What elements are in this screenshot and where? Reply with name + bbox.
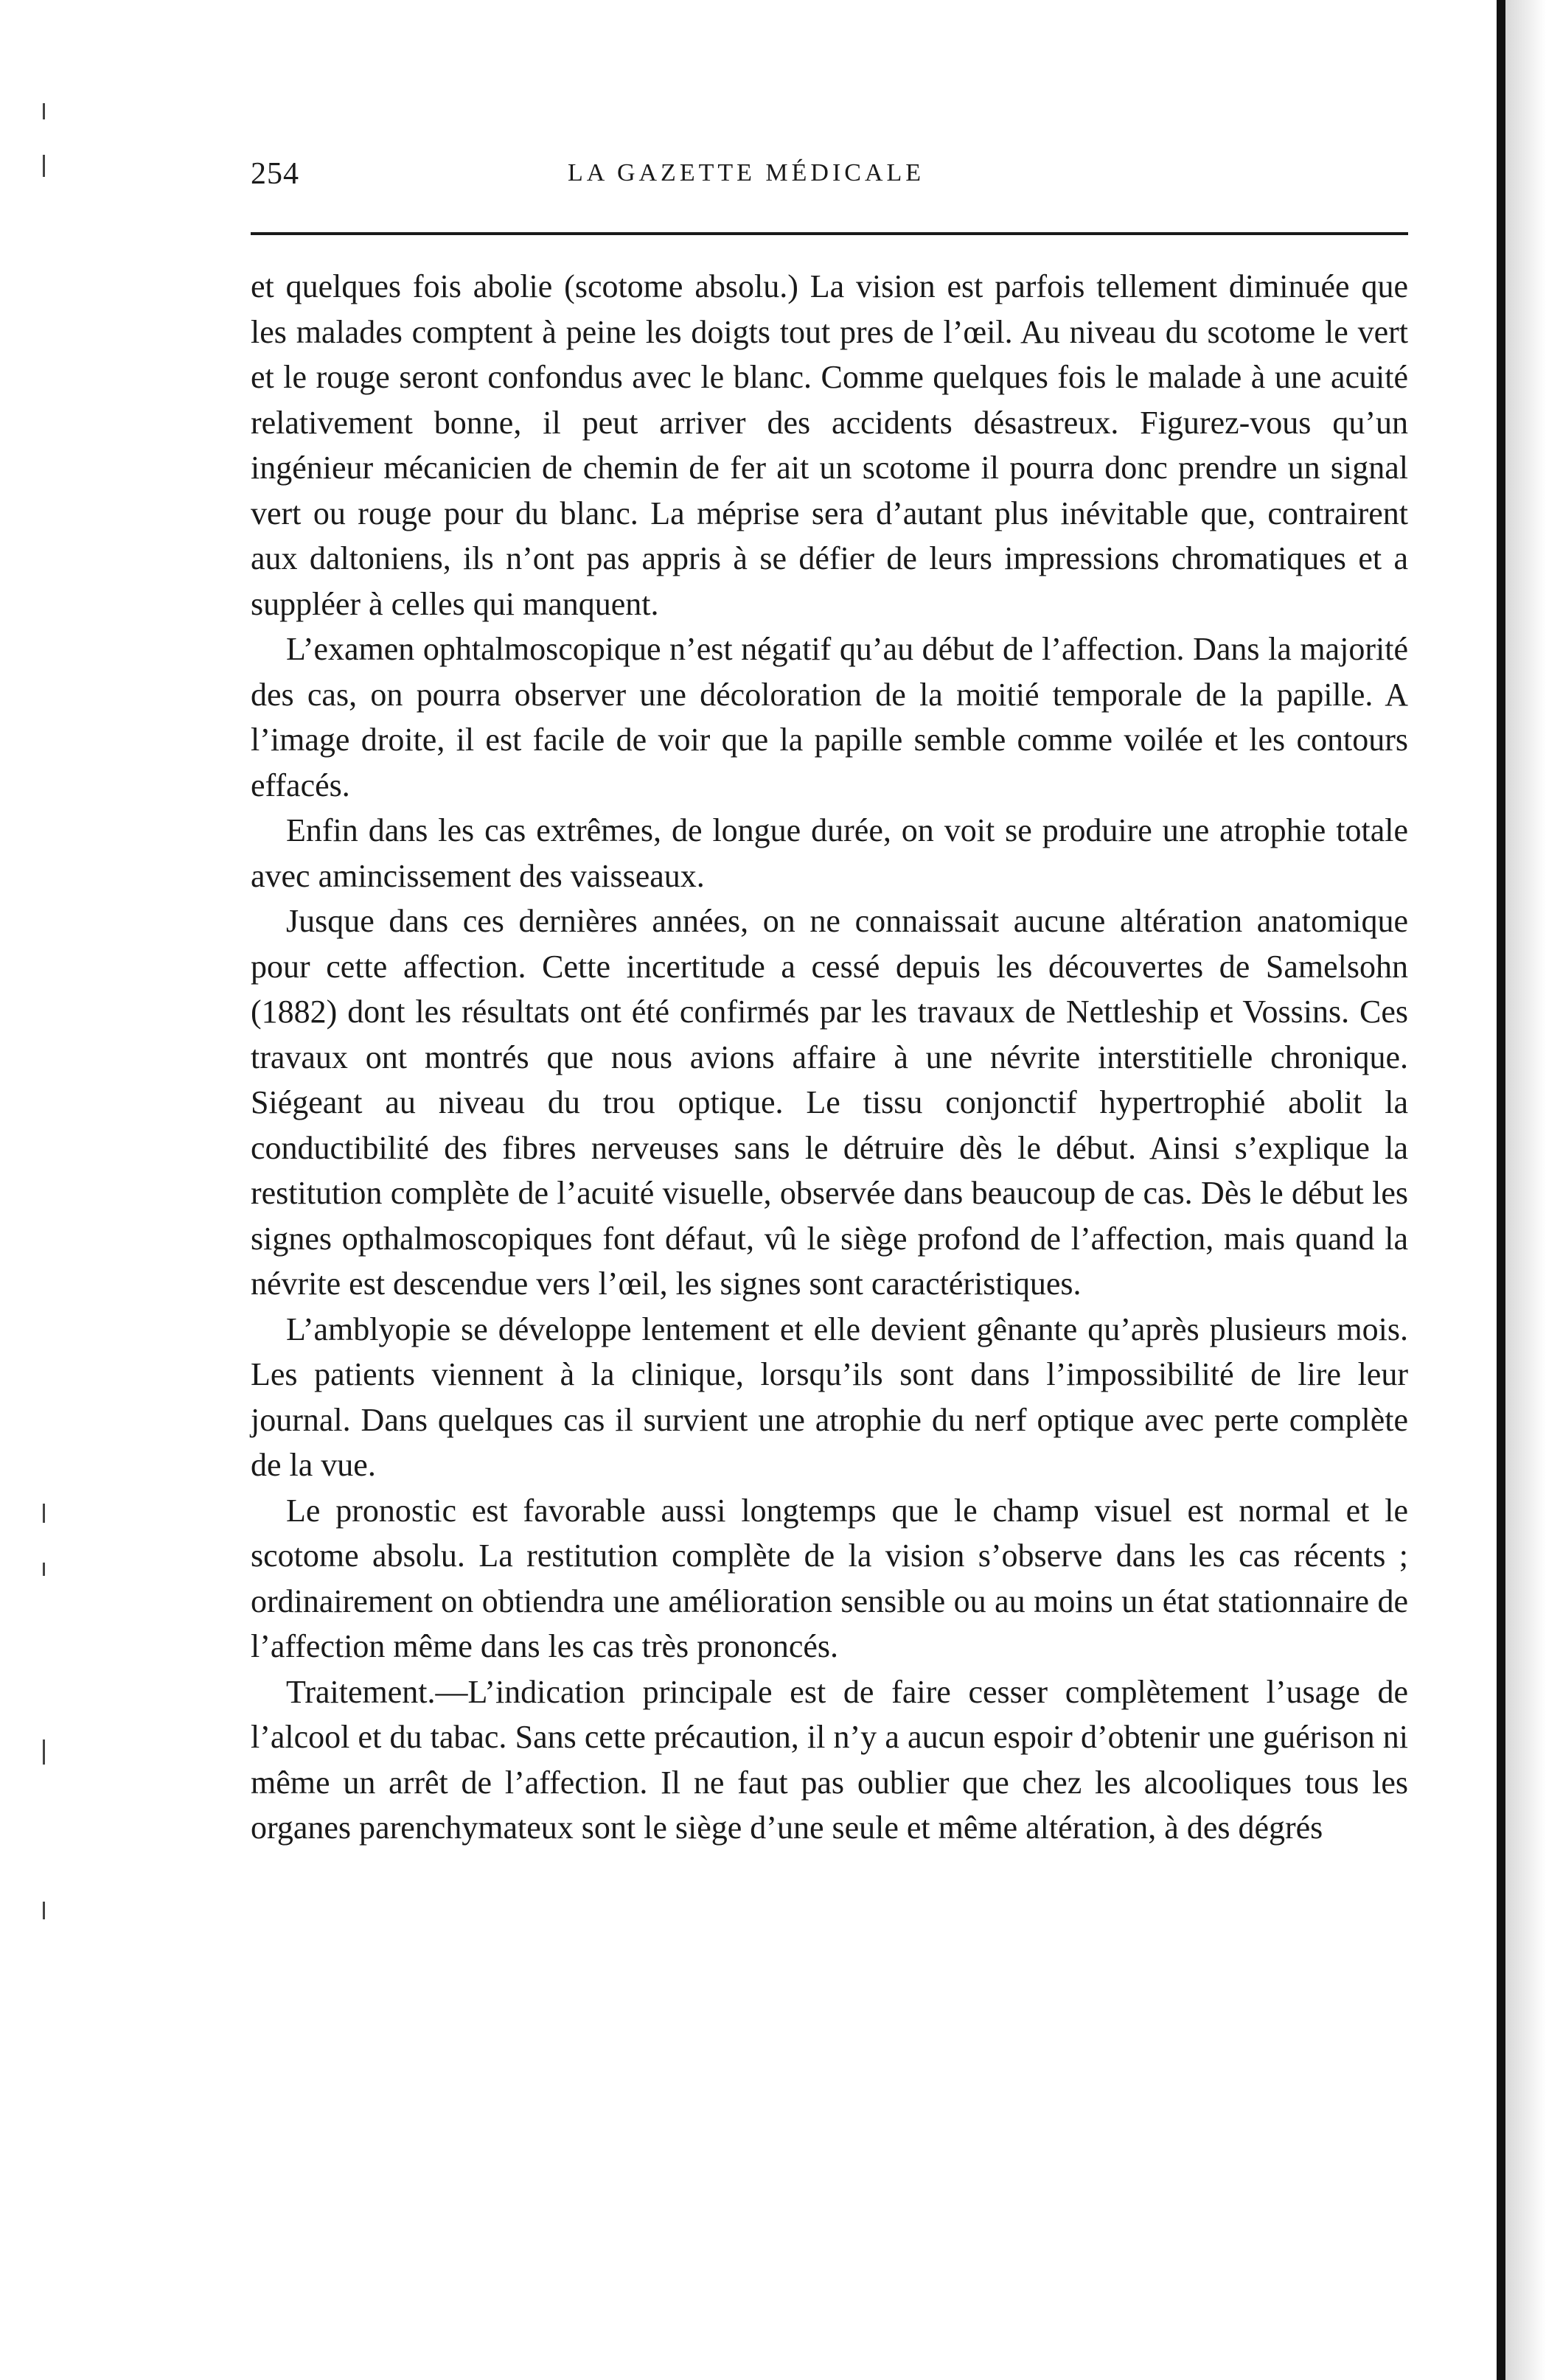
page-binding-shadow bbox=[1505, 0, 1546, 2380]
running-title: LA GAZETTE MÉDICALE bbox=[568, 159, 925, 186]
margin-specks bbox=[29, 44, 59, 1961]
paragraph-7: Traitement.—L’indication principale est de faire cesser complètement l’usage de l’alcool et du tabac. Sans cette précaution, il n’y a aucun espoir d’obtenir une guérison ni même un arrêt de l’affection. Il ne faut pas oublier que chez les alcooliques tous les organes parenchymateux sont le siège d’une seule et même altération, à des dégrés bbox=[251, 1673, 1408, 1846]
paragraph-3: Enfin dans les cas extrêmes, de longue durée, on voit se produire une atrophie totale avec amincissement des vaisseaux. bbox=[251, 812, 1408, 894]
paragraph-2: L’examen ophtalmoscopique n’est négatif qu’au début de l’affection. Dans la majorité des cas, on pourra observer une décoloration de la moitié temporale de la papille. A l’image droite, il est facile de voir que la papille semble comme voilée et les contours effacés. bbox=[251, 631, 1408, 803]
paragraph-4: Jusque dans ces dernières années, on ne connaissait aucune altération anatomique pour cette affection. Cette incertitude a cessé depuis les découvertes de Samelsohn (1882) dont les résultats ont été confirmés par les travaux de Nettleship et Vossins. Ces travaux ont montrés que nous avions affaire à une névrite interstitielle chronique. Siégeant au niveau du trou optique. Le tissu conjonctif hypertrophié abolit la conductibilité des fibres nerveuses sans le détruire dès le début. Ainsi s’explique la restitution complète de l’acuité visuelle, observée dans beaucoup de cas. Dès le début les signes opthalmoscopiques font défaut, vû le siège profond de l’affection, mais quand la névrite est descendue vers l’œil, les signes sont caractéristiques. bbox=[251, 903, 1408, 1302]
body-text bbox=[251, 264, 1408, 1851]
page-binding-edge bbox=[1497, 0, 1505, 2380]
page-number: 254 bbox=[251, 157, 299, 191]
paragraph-5: L’amblyopie se développe lentement et elle devient gênante qu’après plusieurs mois. Les patients viennent à la clinique, lorsqu’ils sont dans l’impossibilité de lire leur journal. Dans quelques cas il survient une atrophie du nerf optique avec perte complète de la vue. bbox=[251, 1311, 1408, 1483]
header-rule bbox=[251, 232, 1408, 235]
paragraph-6: Le pronostic est favorable aussi longtemps que le champ visuel est normal et le scotome absolu. La restitution complète de la vision s’observe dans les cas récents ; ordinairement on obtiendra une amélioration sensible ou au moins un état stationnaire de l’affection même dans les cas très prononcés. bbox=[251, 1492, 1408, 1664]
paragraph-1: et quelques fois abolie (scotome absolu.) La vision est parfois tellement diminuée que les malades comptent à peine les doigts tout pres de l’œil. Au niveau du scotome le vert et le rouge seront confondus avec le blanc. Comme quelques fois le malade à une acuité relativement bonne, il peut arriver des accidents désastreux. Figurez-vous qu’un ingénieur mécanicien de chemin de fer ait un scotome il pourra donc prendre un signal vert ou rouge pour du blanc. La méprise sera d’autant plus inévitable que, contrairent aux daltoniens, ils n’ont pas appris à se défier de leurs impressions chromatiques et a suppléer à celles qui manquent. bbox=[251, 268, 1408, 622]
